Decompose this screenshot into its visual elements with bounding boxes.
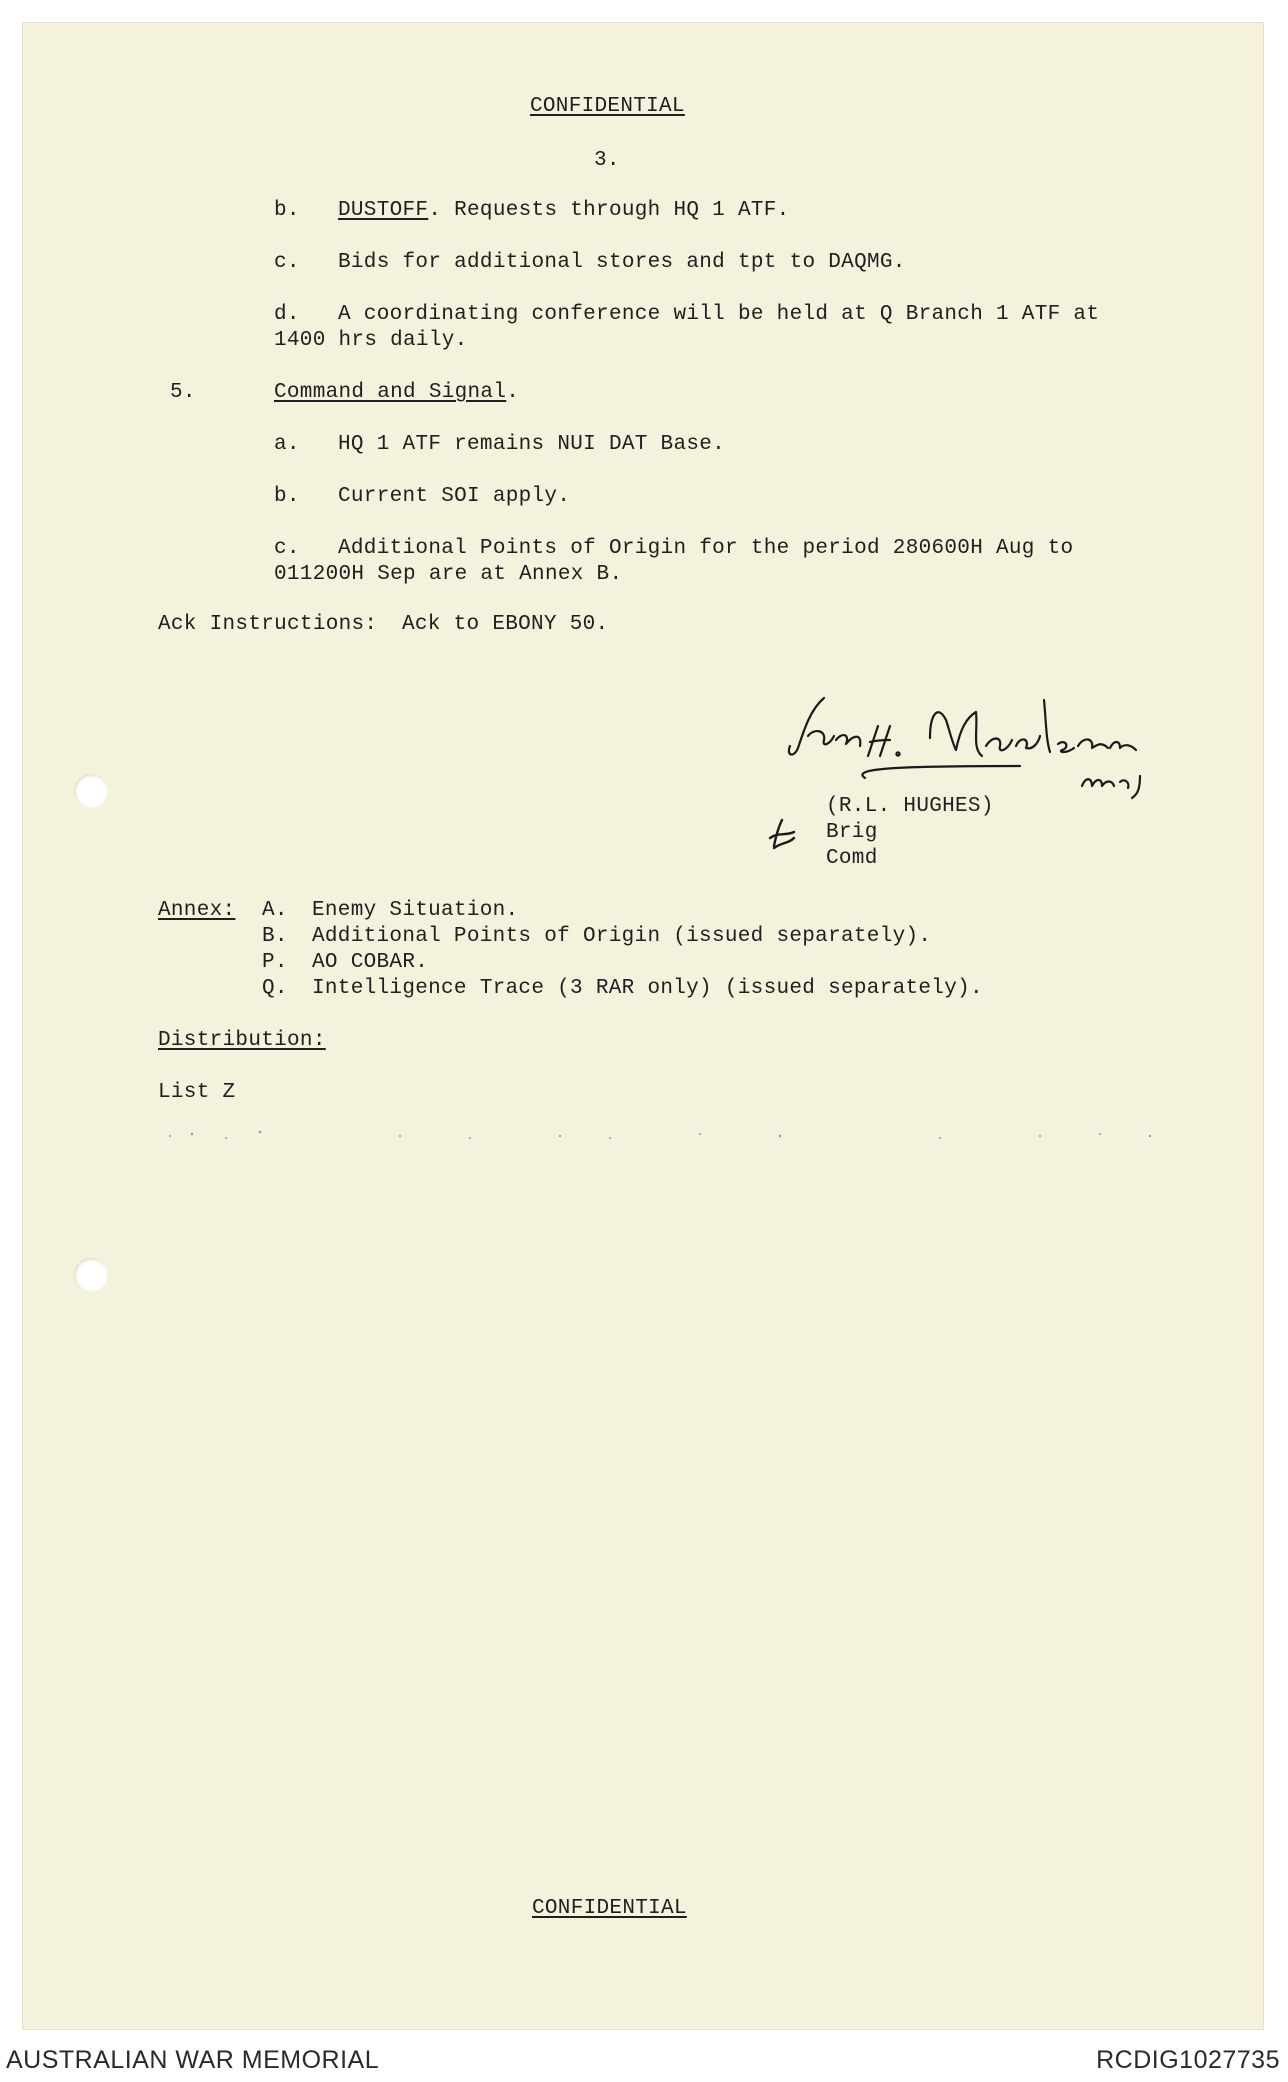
distribution-text: List Z [158,1081,236,1104]
command-signal-suffix: . [506,381,520,404]
signatory-printed-name: (R.L. HUGHES) [826,795,994,818]
page-number: 3. [594,149,620,172]
para-5-number: 5. [170,381,196,404]
item-5c-line1: Additional Points of Origin for the period 280600H Aug to [338,537,1074,560]
archive-institution: AUSTRALIAN WAR MEMORIAL [6,2046,380,2074]
item-5c-line2: 011200H Sep are at Annex B. [274,563,623,586]
annex-item-text: Intelligence Trace (3 RAR only) (issued separately). [312,977,983,1000]
item-4b-label: b. [274,199,300,222]
item-4d-label: d. [274,303,300,326]
classification-footer: CONFIDENTIAL [532,1897,687,1920]
item-5b-label: b. [274,485,300,508]
annex-item-letter: B. [262,925,288,948]
punch-hole-bottom [74,1258,108,1292]
annex-item-text: AO COBAR. [312,951,429,974]
para-5-heading [274,380,519,406]
annex-label: Annex: [158,899,236,922]
item-5b-text: Current SOI apply. [338,485,571,508]
item-4c-text: Bids for additional stores and tpt to DAQMG. [338,251,906,274]
annex-item-letter: P. [262,951,288,974]
item-5a-label: a. [274,433,300,456]
annex-item-letter: A. [262,899,288,922]
dustoff-title: DUSTOFF [338,199,429,222]
item-4c-label: c. [274,251,300,274]
command-signal-title: Command and Signal [274,381,507,404]
archive-item-id: RCDIG1027735 [1096,2046,1280,2074]
paper-specks [140,1120,1180,1150]
handwritten-signature [780,690,1160,800]
item-4d-line2: 1400 hrs daily. [274,329,468,352]
distribution-label: Distribution: [158,1029,326,1052]
signatory-rank: Brig [826,821,878,844]
signatory-appointment: Comd [826,847,878,870]
handwritten-strike-mark [768,818,798,852]
annex-item-letter: Q. [262,977,288,1000]
item-5a-text: HQ 1 ATF remains NUI DAT Base. [338,433,726,456]
ack-text: Ack to EBONY 50. [402,613,609,636]
ack-label: Ack Instructions: [158,613,378,636]
item-4b-line [338,198,790,224]
classification-header: CONFIDENTIAL [530,95,685,118]
punch-hole-top [74,774,108,808]
item-5c-label: c. [274,537,300,560]
item-4d-line1: A coordinating conference will be held at Q Branch 1 ATF at [338,303,1100,326]
annex-item-text: Enemy Situation. [312,899,519,922]
annex-item-text: Additional Points of Origin (issued separately). [312,925,932,948]
dustoff-text: . Requests through HQ 1 ATF. [428,199,790,222]
